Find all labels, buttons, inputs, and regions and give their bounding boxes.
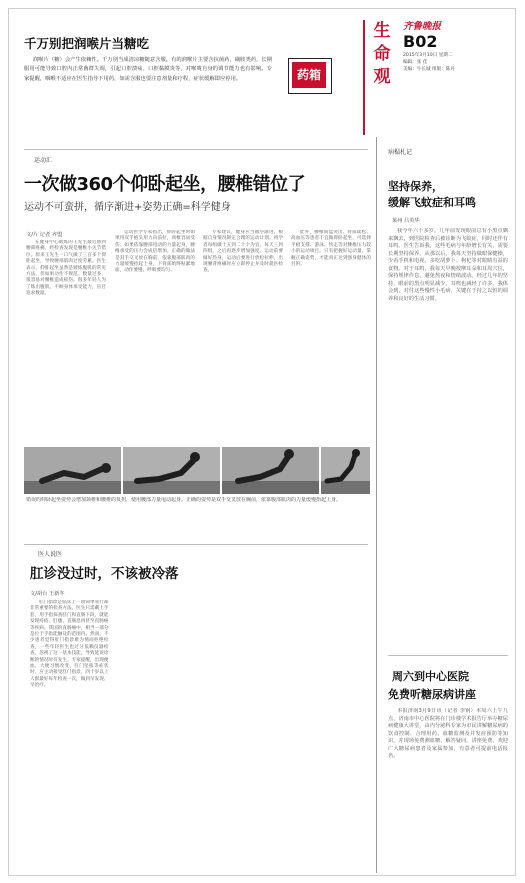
page-date: 2015年3月10日 星期二 xyxy=(403,53,453,58)
bottom-story-tag: 医人说医 xyxy=(38,551,63,558)
main-story-title: 一次做360个仰卧起坐，腰椎错位了 xyxy=(24,174,306,195)
side-story-title-2: 缓解飞蚊症和耳鸣 xyxy=(388,196,476,209)
photo-caption: 错误的仰卧起坐姿势会增加颈椎和腰椎的负担，使用腰部力量甩动起身。正确的姿势是双手交叉放在胸前，依靠腹部肌肉的力量缓慢抬起上身。 xyxy=(26,497,342,503)
top-story-body: 润喉片（糖）会产生依赖性。千万别当成清凉糖随意含服。有的润喉片主要含抗菌药、磺胺类药，长期服用可能导致口腔内正常菌群失调，引起口腔溃疡、口腔黏膜炎等，对喉咙自身的调节能力也有影响。专家提醒，咽喉不适应在医生指导下用药，如需含服也要注意剂量和疗程，症状缓解即应停用。 xyxy=(24,57,272,82)
notice-top-rule xyxy=(388,655,508,656)
bottom-story-byline: 文/胡台 王新冬 xyxy=(30,591,65,597)
page-editor: 编辑：张 佳 xyxy=(403,60,428,65)
section-name: 生 命 观 xyxy=(373,21,391,87)
side-story-tag: 病榻札记 xyxy=(388,149,413,156)
main-story-byline: 文/片 记者 齐盟 xyxy=(26,232,63,238)
side-story-body: 我今年六十多岁，几年前发现眼前总有小黑点飘来飘去，到医院检查后被诊断为飞蚊症，同时还伴有耳鸣。医生告诉我，这些毛病与年龄增长有关，需要长期坚持保养。从那以后，我每天坚持做眼保健操，少看手机和电视，多吃胡萝卜、枸杞等对眼睛有益的食物。对于耳鸣，我每天早晚按摩耳朵和耳周穴位，保持规律作息，避免熬夜和情绪波动。经过几年的坚持，眼前的黑点明显减少，耳鸣也减轻了许多。我体会到，对付这些慢性小毛病，关键在于持之以恒的调养和良好的生活习惯。 xyxy=(388,228,508,302)
notice-body: 本报济南3月9日讯（记者 李钢）本周六上午九点，济南市中心医院将在门诊楼学术报告厅举办糖尿病健康大讲堂，由内分泌科专家为市民讲解糖尿病的饮食控制、合理用药、血糖监测及并发症预防等知识，并现场免费测血糖、解答疑问。讲座免费，欢迎广大糖尿病患者及家属参加，有意者可提前电话报名。 xyxy=(388,708,508,759)
main-col-3: 专家建议，健身应当循序渐进，根据自身情况制定合理的运动计划。初学者每组做十五到二十个为宜，每天三到四组，之后再逐步增加强度。运动前要做好热身，运动后要进行放松拉伸，出现腰背疼痛时应立即停止并及时就医检查。 xyxy=(203,230,283,274)
main-story-subtitle: 运动不可蛮拼，循序渐进+姿势正确=科学健身 xyxy=(24,202,231,213)
photo-situp-3 xyxy=(222,447,319,494)
side-story-byline: 莱州 吕英华 xyxy=(392,218,420,224)
bottom-top-rule xyxy=(24,544,368,545)
bottom-story-title: 肛诊没过时，不该被冷落 xyxy=(30,566,179,582)
paper-logo: 齐鲁晚报 xyxy=(403,21,442,32)
main-top-rule xyxy=(24,149,368,150)
page-code: B02 xyxy=(403,32,438,51)
side-story-title-1: 坚持保养， xyxy=(388,180,443,193)
side-divider xyxy=(376,137,377,873)
yaoxiang-box xyxy=(288,58,332,94)
masthead-red-bar xyxy=(363,20,365,135)
main-story-tag: 运动汇 xyxy=(34,157,53,164)
photo-situp-1 xyxy=(24,447,121,494)
main-col-2: 运动医学专家指出，仰卧起坐时如果用双手抱头用力向前拉，颈椎容易受伤；如果依靠腰部甩动的力量起身，腰椎承受的压力会成倍增加。正确的做法是双手交叉放在胸前，依靠腹部肌肉的力量缓慢抬起上身，下背部始终贴紧地面，动作要慢、呼吸要均匀。 xyxy=(115,230,195,274)
main-col-1: 在健身中心锻炼的王先生最近感到腰部疼痛，经检查发现是腰椎小关节错位。原来王先生一口气做了三百多个仰卧起坐，导致腰部肌肉过度劳累。医生表示，仰卧起坐虽然是锻炼腹肌的常见方法，但如果动作不规范、数量过多，很容易对腰椎造成损伤。很多年轻人为了练出腹肌，不顾身体承受能力，盲目追求数量。 xyxy=(26,240,106,297)
top-story-title: 千万别把润喉片当糖吃 xyxy=(24,36,150,51)
main-col-4: 此外，腰椎间盘突出、骨质疏松、高血压等患者不宜做仰卧起坐，可选择平板支撑、游泳、快走等对腰椎压力较小的运动项目。只有把握好运动量、掌握正确姿势，才能真正达到强身健体的目的。 xyxy=(291,230,371,268)
photo-situp-4 xyxy=(321,447,370,494)
photo-situp-2 xyxy=(123,447,220,494)
yaoxiang-label: 药箱 xyxy=(292,62,326,88)
notice-title-2: 免费听糖尿病讲座 xyxy=(388,688,476,701)
notice-title-1: 周六到中心医院 xyxy=(392,670,469,683)
bottom-story-body: 肛门指诊是临床上一项简单易行却非常重要的检查方法。医生只需戴上手套，用手指探查肛门和直肠下段，就能发现痔疮、肛瘘、直肠息肉甚至直肠癌等疾病。我国的直肠癌中，相当一部分是位于手指能触及的范围内。然而，不少患者觉得肛门指诊难为情而拒绝检查，一些年轻医生也过分依赖仪器检查，忽视了这一基本技能，导致延误诊断的情况时有发生。专家提醒，出现便血、大便习惯改变、肛门坠胀等症状时，应主动接受肛门指诊，四十岁以上人群最好每年检查一次，做到早发现、早治疗。 xyxy=(30,600,109,689)
page-designer: 美编：牛长城 组版：陈丹 xyxy=(403,67,455,72)
